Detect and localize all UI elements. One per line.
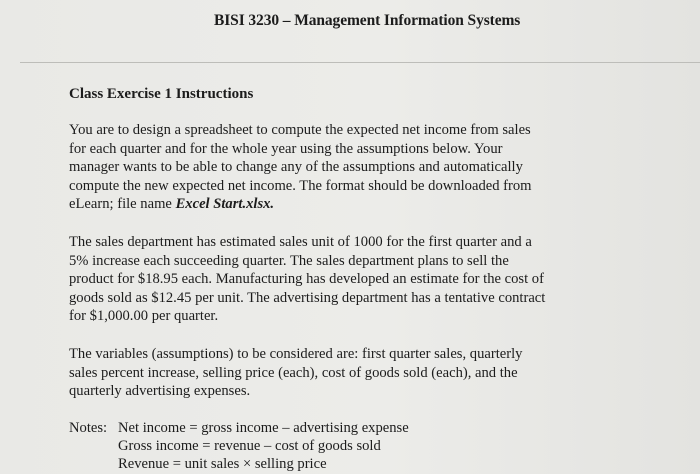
paragraph-3-line: The variables (assumptions) to be considered are: first quarter sales, quarterly — [69, 345, 523, 362]
note-row — [69, 455, 609, 473]
note-row — [69, 437, 609, 455]
paragraph-2-line: goods sold as $12.45 per unit. The advertising department has a tentative contract — [69, 289, 546, 306]
notes-label: Notes: — [69, 419, 108, 436]
paragraph-1-line: for each quarter and for the whole year using the assumptions below. Your — [69, 140, 503, 157]
paragraph-2 — [69, 233, 609, 326]
note-formula: Gross income = revenue – cost of goods sold — [118, 437, 381, 454]
paragraph-1-line: manager wants to be able to change any of the assumptions and automatically — [69, 159, 523, 176]
paragraph-1-line: You are to design a spreadsheet to compute the expected net income from sales — [69, 122, 531, 138]
page-header — [20, 0, 700, 63]
document-body — [69, 86, 609, 473]
file-name: Excel Start.xlsx. — [175, 196, 275, 213]
paragraph-2-line: 5% increase each succeeding quarter. The sales department plans to sell the — [69, 252, 509, 269]
paragraph-1-line: compute the new expected net income. The format should be downloaded from — [69, 177, 532, 194]
note-row — [69, 419, 609, 437]
paragraph-3-line: sales percent increase, selling price (each), cost of goods sold (each), and the — [69, 364, 518, 381]
file-name-prefix: eLearn; file name — [69, 196, 176, 213]
paragraph-1 — [69, 121, 609, 214]
section-title: Class Exercise 1 Instructions — [69, 86, 254, 102]
paragraph-3-line: quarterly advertising expenses. — [69, 383, 251, 400]
paragraph-2-line: The sales department has estimated sales unit of 1000 for the first quarter and a — [69, 233, 532, 250]
paragraph-2-line: for $1,000.00 per quarter. — [69, 308, 219, 325]
notes-block — [69, 419, 609, 473]
note-formula: Revenue = unit sales × selling price — [118, 455, 327, 472]
paragraph-3 — [69, 345, 609, 401]
paragraph-1-last-line — [69, 195, 609, 214]
note-formula: Net income = gross income – advertising expense — [118, 419, 409, 436]
course-title: BISI 3230 – Management Information Systems — [214, 12, 521, 29]
paragraph-2-line: product for $18.95 each. Manufacturing has developed an estimate for the cost of — [69, 271, 544, 288]
